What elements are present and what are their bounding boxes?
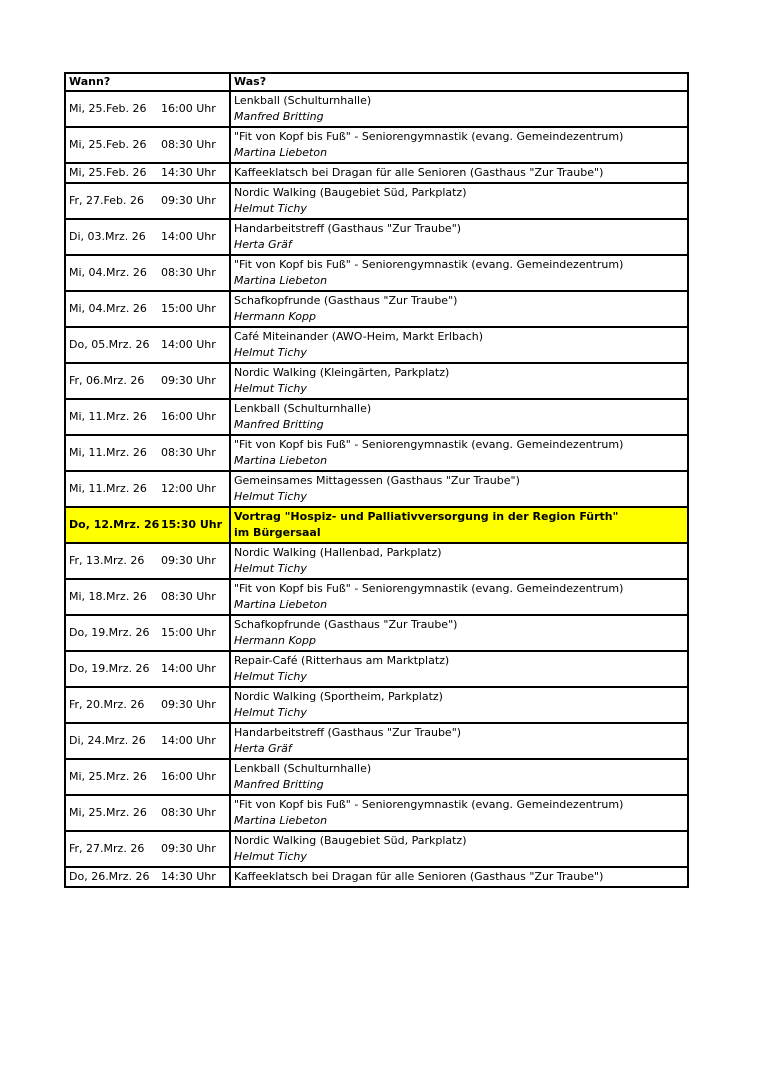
event-title: Repair-Café (Ritterhaus am Marktplatz): [234, 654, 450, 667]
cell-what: [230, 363, 688, 399]
cell-when: [65, 831, 230, 867]
event-organizer: Hermann Kopp: [234, 634, 316, 647]
cell-what: [230, 723, 688, 759]
cell-when: [65, 651, 230, 687]
schedule-table: [64, 72, 689, 888]
event-time: 14:00 Uhr: [161, 230, 216, 243]
event-time: 08:30 Uhr: [161, 138, 216, 151]
cell-what: [230, 615, 688, 651]
event-title: Gemeinsames Mittagessen (Gasthaus "Zur Traube"): [234, 474, 520, 487]
event-organizer: Helmut Tichy: [234, 346, 307, 359]
cell-what: [230, 651, 688, 687]
event-location: im Bürgersaal: [234, 526, 321, 539]
event-organizer: Helmut Tichy: [234, 562, 307, 575]
event-organizer: Hermann Kopp: [234, 310, 316, 323]
table-row: [65, 615, 688, 651]
event-organizer: Helmut Tichy: [234, 490, 307, 503]
cell-what: [230, 507, 688, 543]
cell-what: [230, 183, 688, 219]
cell-when: [65, 759, 230, 795]
event-time: 09:30 Uhr: [161, 842, 216, 855]
event-date: Mi, 18.Mrz. 26: [69, 590, 147, 603]
event-time: 09:30 Uhr: [161, 554, 216, 567]
table-row: [65, 471, 688, 507]
event-time: 08:30 Uhr: [161, 266, 216, 279]
event-date: Do, 12.Mrz. 26: [69, 518, 160, 531]
cell-what: [230, 543, 688, 579]
event-title: "Fit von Kopf bis Fuß" - Seniorengymnastik (evang. Gemeindezentrum): [234, 258, 624, 271]
event-title: "Fit von Kopf bis Fuß" - Seniorengymnastik (evang. Gemeindezentrum): [234, 582, 624, 595]
event-organizer: Manfred Britting: [234, 110, 324, 123]
cell-what: [230, 435, 688, 471]
event-organizer: Helmut Tichy: [234, 850, 307, 863]
table-row: [65, 163, 688, 183]
schedule-body: [65, 91, 688, 887]
event-organizer: Martina Liebeton: [234, 814, 328, 827]
event-time: 09:30 Uhr: [161, 698, 216, 711]
event-time: 14:00 Uhr: [161, 338, 216, 351]
event-organizer: Manfred Britting: [234, 778, 324, 791]
event-title: Nordic Walking (Kleingärten, Parkplatz): [234, 366, 450, 379]
event-title: Nordic Walking (Hallenbad, Parkplatz): [234, 546, 442, 559]
table-row: [65, 651, 688, 687]
table-row: [65, 219, 688, 255]
event-title: Lenkball (Schulturnhalle): [234, 94, 372, 107]
table-row: [65, 291, 688, 327]
event-time: 15:00 Uhr: [161, 302, 216, 315]
event-organizer: Martina Liebeton: [234, 146, 328, 159]
event-date: Mi, 25.Mrz. 26: [69, 770, 147, 783]
event-date: Do, 19.Mrz. 26: [69, 662, 150, 675]
cell-what: [230, 831, 688, 867]
event-time: 14:00 Uhr: [161, 734, 216, 747]
event-title: Nordic Walking (Baugebiet Süd, Parkplatz): [234, 186, 467, 199]
cell-what: [230, 127, 688, 163]
event-title: Kaffeeklatsch bei Dragan für alle Senioren (Gasthaus "Zur Traube"): [234, 870, 604, 883]
table-row: [65, 127, 688, 163]
event-organizer: Helmut Tichy: [234, 670, 307, 683]
cell-when: [65, 507, 230, 543]
table-row: [65, 363, 688, 399]
event-time: 16:00 Uhr: [161, 410, 216, 423]
table-row: [65, 867, 688, 887]
cell-what: [230, 91, 688, 127]
cell-when: [65, 255, 230, 291]
cell-when: [65, 579, 230, 615]
event-organizer: Manfred Britting: [234, 418, 324, 431]
event-organizer: Helmut Tichy: [234, 382, 307, 395]
event-date: Mi, 04.Mrz. 26: [69, 266, 147, 279]
cell-when: [65, 163, 230, 183]
table-header-row: [65, 73, 688, 91]
cell-when: [65, 867, 230, 887]
event-time: 14:00 Uhr: [161, 662, 216, 675]
event-date: Mi, 04.Mrz. 26: [69, 302, 147, 315]
event-date: Fr, 27.Mrz. 26: [69, 842, 145, 855]
event-date: Mi, 25.Feb. 26: [69, 102, 147, 115]
event-date: Fr, 27.Feb. 26: [69, 194, 145, 207]
table-row: [65, 723, 688, 759]
cell-when: [65, 471, 230, 507]
event-title: "Fit von Kopf bis Fuß" - Seniorengymnastik (evang. Gemeindezentrum): [234, 130, 624, 143]
cell-when: [65, 399, 230, 435]
event-date: Mi, 25.Feb. 26: [69, 166, 147, 179]
cell-what: [230, 163, 688, 183]
event-date: Mi, 25.Mrz. 26: [69, 806, 147, 819]
event-date: Mi, 25.Feb. 26: [69, 138, 147, 151]
event-time: 14:30 Uhr: [161, 166, 216, 179]
event-organizer: Helmut Tichy: [234, 202, 307, 215]
cell-what: [230, 759, 688, 795]
cell-when: [65, 219, 230, 255]
event-title: Café Miteinander (AWO-Heim, Markt Erlbach): [234, 330, 484, 343]
event-time: 12:00 Uhr: [161, 482, 216, 495]
event-time: 16:00 Uhr: [161, 102, 216, 115]
event-date: Do, 05.Mrz. 26: [69, 338, 150, 351]
header-when: Wann?: [65, 73, 230, 91]
event-title: Vortrag "Hospiz- und Palliativversorgung in der Region Fürth": [234, 510, 619, 523]
table-row: [65, 507, 688, 543]
event-title: "Fit von Kopf bis Fuß" - Seniorengymnastik (evang. Gemeindezentrum): [234, 438, 624, 451]
event-title: Nordic Walking (Baugebiet Süd, Parkplatz): [234, 834, 467, 847]
event-title: "Fit von Kopf bis Fuß" - Seniorengymnastik (evang. Gemeindezentrum): [234, 798, 624, 811]
cell-what: [230, 471, 688, 507]
cell-when: [65, 91, 230, 127]
cell-what: [230, 327, 688, 363]
event-title: Handarbeitstreff (Gasthaus "Zur Traube"): [234, 222, 462, 235]
event-date: Mi, 11.Mrz. 26: [69, 410, 147, 423]
cell-when: [65, 543, 230, 579]
event-title: Nordic Walking (Sportheim, Parkplatz): [234, 690, 443, 703]
table-row: [65, 579, 688, 615]
table-row: [65, 399, 688, 435]
cell-what: [230, 399, 688, 435]
event-time: 15:30 Uhr: [161, 518, 223, 531]
event-time: 09:30 Uhr: [161, 374, 216, 387]
event-date: Di, 03.Mrz. 26: [69, 230, 146, 243]
event-title: Schafkopfrunde (Gasthaus "Zur Traube"): [234, 294, 458, 307]
table-row: [65, 795, 688, 831]
table-row: [65, 543, 688, 579]
cell-what: [230, 867, 688, 887]
event-date: Mi, 11.Mrz. 26: [69, 482, 147, 495]
cell-when: [65, 327, 230, 363]
event-organizer: Martina Liebeton: [234, 454, 328, 467]
event-time: 16:00 Uhr: [161, 770, 216, 783]
cell-when: [65, 127, 230, 163]
event-time: 14:30 Uhr: [161, 870, 216, 883]
table-row: [65, 183, 688, 219]
cell-when: [65, 363, 230, 399]
event-title: Lenkball (Schulturnhalle): [234, 762, 372, 775]
event-date: Fr, 20.Mrz. 26: [69, 698, 145, 711]
table-row: [65, 255, 688, 291]
event-title: Lenkball (Schulturnhalle): [234, 402, 372, 415]
event-organizer: Martina Liebeton: [234, 598, 328, 611]
event-time: 08:30 Uhr: [161, 446, 216, 459]
cell-what: [230, 687, 688, 723]
event-title: Kaffeeklatsch bei Dragan für alle Senioren (Gasthaus "Zur Traube"): [234, 166, 604, 179]
cell-what: [230, 219, 688, 255]
table-row: [65, 831, 688, 867]
event-title: Schafkopfrunde (Gasthaus "Zur Traube"): [234, 618, 458, 631]
event-organizer: Herta Gräf: [234, 742, 292, 755]
event-date: Di, 24.Mrz. 26: [69, 734, 146, 747]
cell-what: [230, 579, 688, 615]
event-date: Fr, 13.Mrz. 26: [69, 554, 145, 567]
cell-when: [65, 723, 230, 759]
event-organizer: Helmut Tichy: [234, 706, 307, 719]
cell-when: [65, 615, 230, 651]
cell-when: [65, 435, 230, 471]
cell-what: [230, 795, 688, 831]
cell-when: [65, 291, 230, 327]
table-row: [65, 327, 688, 363]
event-time: 08:30 Uhr: [161, 590, 216, 603]
event-date: Mi, 11.Mrz. 26: [69, 446, 147, 459]
cell-when: [65, 183, 230, 219]
event-organizer: Herta Gräf: [234, 238, 292, 251]
header-what: Was?: [230, 73, 688, 91]
event-time: 08:30 Uhr: [161, 806, 216, 819]
event-date: Fr, 06.Mrz. 26: [69, 374, 145, 387]
table-row: [65, 91, 688, 127]
cell-what: [230, 291, 688, 327]
event-time: 09:30 Uhr: [161, 194, 216, 207]
event-organizer: Martina Liebeton: [234, 274, 328, 287]
event-date: Do, 26.Mrz. 26: [69, 870, 150, 883]
cell-when: [65, 687, 230, 723]
table-row: [65, 435, 688, 471]
table-row: [65, 759, 688, 795]
cell-when: [65, 795, 230, 831]
event-time: 15:00 Uhr: [161, 626, 216, 639]
cell-what: [230, 255, 688, 291]
event-title: Handarbeitstreff (Gasthaus "Zur Traube"): [234, 726, 462, 739]
table-row: [65, 687, 688, 723]
event-date: Do, 19.Mrz. 26: [69, 626, 150, 639]
